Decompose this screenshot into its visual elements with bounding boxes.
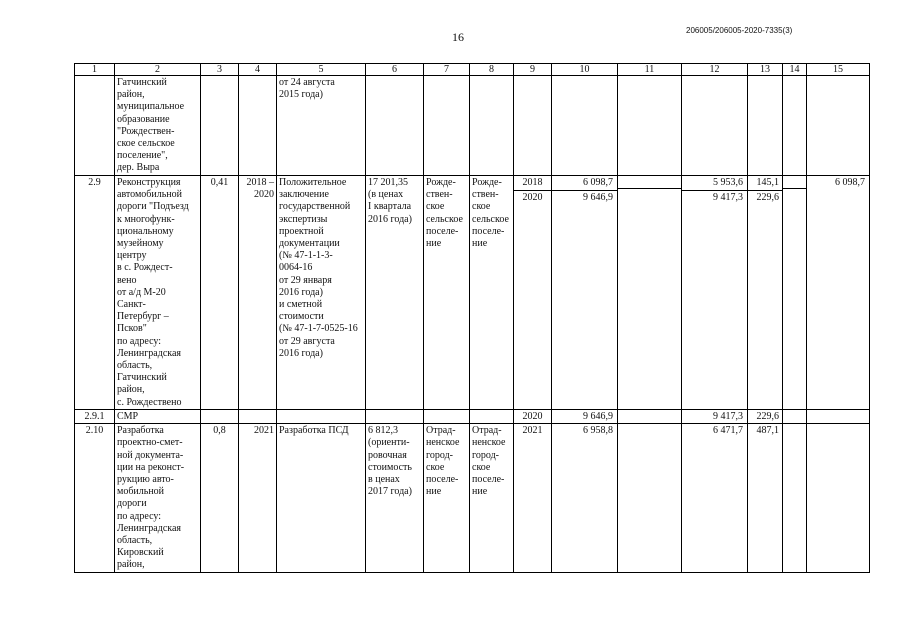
col-header: 2 bbox=[115, 64, 201, 76]
col-header: 6 bbox=[366, 64, 424, 76]
col15 bbox=[807, 76, 870, 176]
document-basis: от 24 августа 2015 года) bbox=[277, 76, 366, 176]
capacity bbox=[201, 76, 239, 176]
capacity bbox=[201, 410, 239, 424]
year: 2020 bbox=[514, 410, 552, 424]
total-cell bbox=[552, 176, 618, 410]
total: 6 098,7 bbox=[552, 176, 617, 191]
col-header: 14 bbox=[783, 64, 807, 76]
object-name: Реконструкция автомобильной дороги "Подъезд к многофунк- циональному музейному центру в с. Рождест- вено от а/д М-20 Санкт- Петербург – Псков" по адресу: Ленинградская область, Гатчинский район, с. Рождествено bbox=[115, 176, 201, 410]
customer bbox=[424, 410, 470, 424]
regional: 9 417,3 bbox=[713, 192, 743, 204]
col-header: 12 bbox=[682, 64, 748, 76]
federal bbox=[618, 410, 682, 424]
col-header: 15 bbox=[807, 64, 870, 76]
col-header: 5 bbox=[277, 64, 366, 76]
local-cell bbox=[748, 176, 783, 410]
object-name: Гатчинский район, муниципальное образование "Рождествен- ское сельское поселение", дер. Выра bbox=[115, 76, 201, 176]
table-row bbox=[75, 176, 870, 410]
customer bbox=[424, 76, 470, 176]
table-row bbox=[75, 410, 870, 424]
table-row bbox=[75, 76, 870, 176]
customer: Рожде- ствен- ское сельское поселе- ние bbox=[424, 176, 470, 410]
investment-table bbox=[74, 63, 870, 573]
column-number-row bbox=[75, 64, 870, 76]
other bbox=[783, 410, 807, 424]
other bbox=[783, 76, 807, 176]
other-cell bbox=[783, 176, 807, 410]
year-cell bbox=[514, 176, 552, 410]
customer: Отрад- ненское город- ское поселе- ние bbox=[424, 424, 470, 573]
total: 6 958,8 bbox=[552, 424, 618, 573]
row-number: 2.9.1 bbox=[75, 410, 115, 424]
document-id: 206005/206005-2020-7335(3) bbox=[686, 26, 793, 35]
col-header: 4 bbox=[239, 64, 277, 76]
local: 229,6 bbox=[748, 410, 783, 424]
local: 145,1 bbox=[748, 176, 782, 191]
col15 bbox=[807, 424, 870, 573]
object-name: СМР bbox=[115, 410, 201, 424]
page-number: 16 bbox=[452, 30, 464, 44]
year bbox=[514, 76, 552, 176]
years bbox=[239, 410, 277, 424]
col-header: 3 bbox=[201, 64, 239, 76]
table-row bbox=[75, 424, 870, 573]
years: 2021 bbox=[239, 424, 277, 573]
col-header: 10 bbox=[552, 64, 618, 76]
federal bbox=[618, 424, 682, 573]
year: 2021 bbox=[514, 424, 552, 573]
owner: Рожде- ствен- ское сельское поселе- ние bbox=[470, 176, 514, 410]
regional: 5 953,6 bbox=[682, 176, 747, 191]
estimated-cost: 17 201,35 (в ценах I квартала 2016 года) bbox=[366, 176, 424, 410]
years bbox=[239, 76, 277, 176]
federal-cell bbox=[618, 176, 682, 410]
document-basis bbox=[277, 410, 366, 424]
col-header: 8 bbox=[470, 64, 514, 76]
owner: Отрад- ненское город- ское поселе- ние bbox=[470, 424, 514, 573]
total: 9 646,9 bbox=[552, 410, 618, 424]
federal bbox=[618, 76, 682, 176]
row-number: 2.10 bbox=[75, 424, 115, 573]
federal bbox=[618, 176, 681, 189]
estimated-cost: 6 812,3 (ориенти- ровочная стоимость в ценах 2017 года) bbox=[366, 424, 424, 573]
total: 9 646,9 bbox=[583, 192, 613, 204]
total bbox=[552, 76, 618, 176]
other bbox=[783, 424, 807, 573]
estimated-cost bbox=[366, 410, 424, 424]
col15: 6 098,7 bbox=[807, 176, 870, 410]
col15 bbox=[807, 410, 870, 424]
capacity: 0,8 bbox=[201, 424, 239, 573]
regional-cell bbox=[682, 176, 748, 410]
regional bbox=[682, 76, 748, 176]
row-number: 2.9 bbox=[75, 176, 115, 410]
estimated-cost bbox=[366, 76, 424, 176]
local bbox=[748, 76, 783, 176]
other bbox=[783, 176, 806, 189]
year: 2018 bbox=[514, 176, 551, 191]
local: 229,6 bbox=[756, 192, 779, 204]
capacity: 0,41 bbox=[201, 176, 239, 410]
year: 2020 bbox=[522, 192, 543, 204]
document-basis: Положительное заключение государственной экспертизы проектной документации (№ 47-1-1-3- 0064-16 от 29 января 2016 года) и сметной стоимости (№ 47-1-7-0525-16 от 29 августа 2016 года) bbox=[277, 176, 366, 410]
col-header: 9 bbox=[514, 64, 552, 76]
regional: 6 471,7 bbox=[682, 424, 748, 573]
owner bbox=[470, 76, 514, 176]
col-header: 7 bbox=[424, 64, 470, 76]
col-header: 11 bbox=[618, 64, 682, 76]
col-header: 13 bbox=[748, 64, 783, 76]
owner bbox=[470, 410, 514, 424]
document-basis: Разработка ПСД bbox=[277, 424, 366, 573]
object-name: Разработка проектно-смет- ной документа- ции на реконст- рукцию авто- мобильной дороги по адресу: Ленинградская область, Кировский район, bbox=[115, 424, 201, 573]
years: 2018 – 2020 bbox=[239, 176, 277, 410]
col-header: 1 bbox=[75, 64, 115, 76]
regional: 9 417,3 bbox=[682, 410, 748, 424]
row-number bbox=[75, 76, 115, 176]
local: 487,1 bbox=[748, 424, 783, 573]
